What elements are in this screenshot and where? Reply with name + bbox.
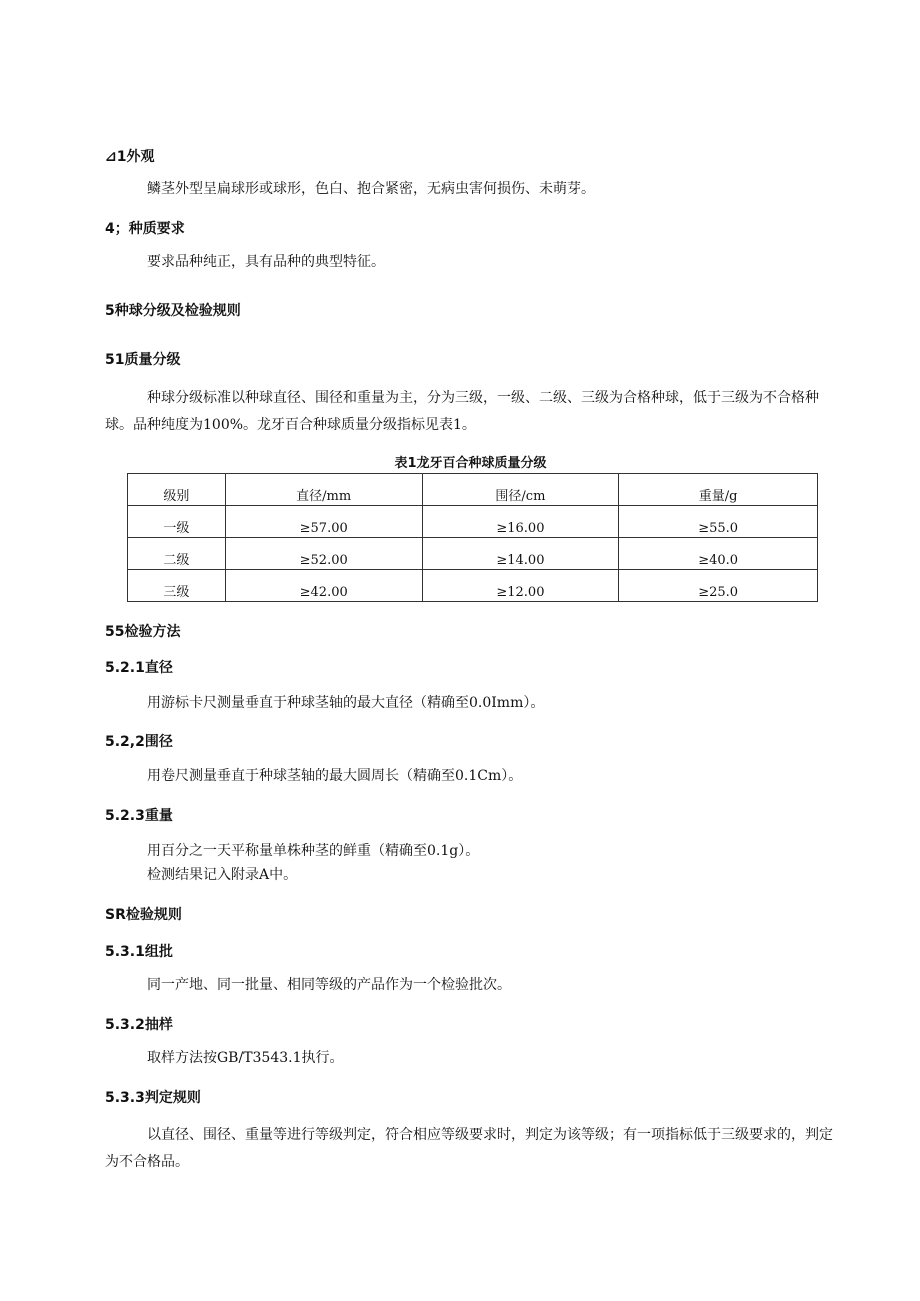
- table-row: [128, 538, 818, 570]
- table-cell: ≥25.0: [619, 570, 818, 602]
- paragraph-weight: 用百分之一天平称量单株种茎的鲜重（精确至0.1g）。: [147, 843, 480, 859]
- paragraph-circumference: 用卷尺测量垂直于种球茎轴的最大圆周长（精确至0.1Cm）。: [147, 768, 523, 784]
- table-cell: ≥16.00: [422, 506, 619, 538]
- section-heading-inspection-rules: SR检验规则: [105, 907, 182, 923]
- section-heading-sampling: 5.3.2抽样: [105, 1017, 173, 1033]
- paragraph-batching: 同一产地、同一批量、相同等级的产品作为一个检验批次。: [147, 977, 511, 993]
- table-row: [128, 570, 818, 602]
- section-heading-quality-requirements: 4；种质要求: [105, 221, 185, 237]
- header-circumference: 围径/cm: [422, 474, 619, 506]
- table-cell: ≥55.0: [619, 506, 818, 538]
- table-header-row: [128, 474, 818, 506]
- header-diameter: 直径/mm: [225, 474, 422, 506]
- section-heading-batching: 5.3.1组批: [105, 944, 173, 960]
- table-cell: ≥57.00: [225, 506, 422, 538]
- table-row: [128, 506, 818, 538]
- paragraph-quality-requirements: 要求品种纯正，具有品种的典型特征。: [147, 254, 385, 270]
- table-cell: ≥52.00: [225, 538, 422, 570]
- paragraph-appearance: 鳞茎外型呈扁球形或球形，色白、抱合紧密，无病虫害何损伤、未萌芽。: [147, 181, 595, 197]
- section-heading-diameter: 5.2.1直径: [105, 660, 173, 676]
- table-cell: ≥14.00: [422, 538, 619, 570]
- table-caption: 表1龙牙百合种球质量分级: [394, 456, 547, 471]
- section-heading-circumference: 5.2,2围径: [105, 734, 173, 750]
- table-cell: ≥40.0: [619, 538, 818, 570]
- section-heading-weight: 5.2.3重量: [105, 808, 173, 824]
- header-grade: 级别: [128, 474, 226, 506]
- table-cell: ≥42.00: [225, 570, 422, 602]
- table-cell: ≥12.00: [422, 570, 619, 602]
- section-heading-quality-grading: 51质量分级: [105, 352, 181, 368]
- header-weight: 重量/g: [619, 474, 818, 506]
- table-cell: 二级: [128, 538, 226, 570]
- section-heading-appearance: ⊿1外观: [105, 149, 155, 165]
- paragraph-quality-grading: 种球分级标准以种球直径、围径和重量为主，分为三级，一级、二级、三级为合格种球，低于三级为不合格种球。品种纯度为100%。龙牙百合种球质量分级指标见表1。: [105, 390, 819, 433]
- section-heading-inspection-methods: 55检验方法: [105, 624, 181, 640]
- paragraph-sampling: 取样方法按GB/T3543.1执行。: [147, 1050, 344, 1066]
- section-heading-judgment: 5.3.3判定规则: [105, 1090, 201, 1106]
- table-cell: 三级: [128, 570, 226, 602]
- paragraph-diameter: 用游标卡尺测量垂直于种球茎轴的最大直径（精确至0.0Imm）。: [147, 695, 545, 711]
- paragraph-record: 检测结果记入附录A中。: [147, 867, 298, 883]
- table-cell: 一级: [128, 506, 226, 538]
- paragraph-judgment: 以直径、围径、重量等进行等级判定，符合相应等级要求时，判定为该等级；有一项指标低于三级要求的，判定为不合格品。: [105, 1127, 833, 1170]
- grading-table: [127, 473, 818, 602]
- section-heading-grading-inspection: 5种球分级及检验规则: [105, 303, 241, 319]
